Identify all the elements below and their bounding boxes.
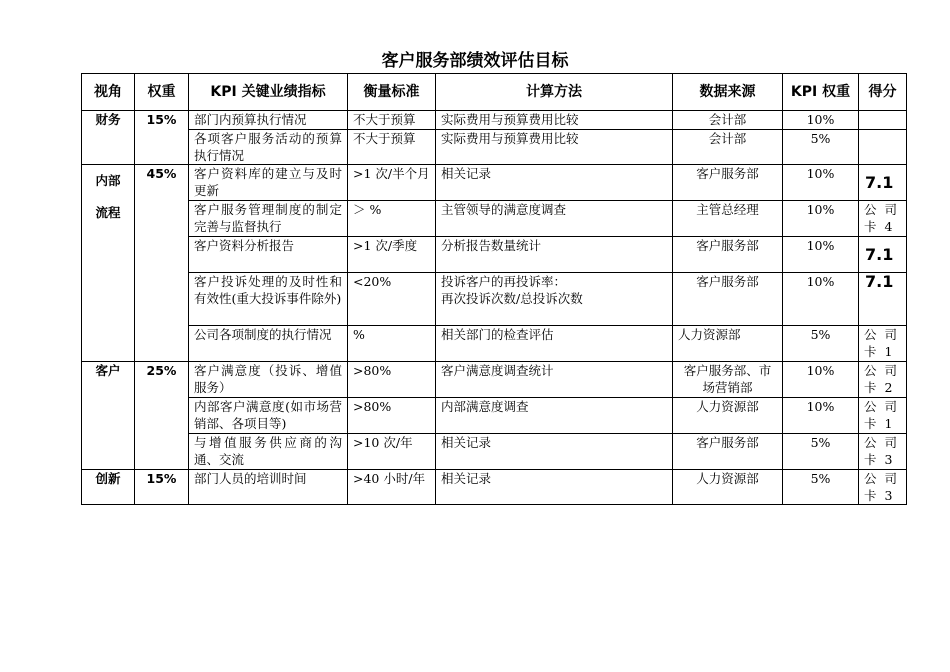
weight-cell: 15% <box>135 470 189 505</box>
method-line: 再次投诉次数/总投诉次数 <box>441 291 583 306</box>
score-cell: 7.1 <box>859 165 907 201</box>
score-cell <box>859 111 907 130</box>
weight-cell: 15% <box>135 111 189 165</box>
perspective-cell: 客户 <box>82 362 135 470</box>
header-method: 计算方法 <box>436 74 673 111</box>
kpi-weight-cell: 5% <box>783 434 859 470</box>
indicator-cell: 客户满意度（投诉、增值服务） <box>189 362 348 398</box>
method-cell: 分析报告数量统计 <box>436 237 673 273</box>
perspective-line: 流程 <box>95 205 121 220</box>
indicator-cell: 内部客户满意度(如市场营销部、各项目等) <box>189 398 348 434</box>
indicator-cell: 部门人员的培训时间 <box>189 470 348 505</box>
kpi-weight-cell: 5% <box>783 470 859 505</box>
kpi-weight-cell: 10% <box>783 237 859 273</box>
indicator-cell: 客户资料分析报告 <box>189 237 348 273</box>
header-kpi-indicator: KPI 关键业绩指标 <box>189 74 348 111</box>
header-perspective: 视角 <box>82 74 135 111</box>
score-cell: 公 司 卡 1 <box>859 326 907 362</box>
header-source: 数据来源 <box>673 74 783 111</box>
table-row <box>82 470 907 505</box>
table-row <box>82 165 907 201</box>
score-cell: 公 司 卡 4 <box>859 201 907 237</box>
standard-cell: >10 次/年 <box>348 434 436 470</box>
weight-cell: 45% <box>135 165 189 362</box>
source-cell: 客户服务部 <box>673 165 783 201</box>
method-cell: 相关记录 <box>436 470 673 505</box>
kpi-weight-cell: 10% <box>783 111 859 130</box>
table-row <box>82 130 907 165</box>
score-cell: 7.1 <box>859 237 907 273</box>
kpi-weight-cell: 10% <box>783 362 859 398</box>
kpi-weight-cell: 5% <box>783 326 859 362</box>
method-cell: 相关部门的检查评估 <box>436 326 673 362</box>
indicator-cell: 部门内预算执行情况 <box>189 111 348 130</box>
score-cell <box>859 130 907 165</box>
table-row <box>82 201 907 237</box>
standard-cell: >40 小时/年 <box>348 470 436 505</box>
method-cell: 实际费用与预算费用比较 <box>436 130 673 165</box>
source-cell: 客户服务部、市场营销部 <box>673 362 783 398</box>
table-row <box>82 326 907 362</box>
standard-cell: >80% <box>348 362 436 398</box>
table-row <box>82 237 907 273</box>
kpi-weight-cell: 10% <box>783 201 859 237</box>
method-cell: 主管领导的满意度调查 <box>436 201 673 237</box>
table-row <box>82 398 907 434</box>
indicator-cell: 客户服务管理制度的制定完善与监督执行 <box>189 201 348 237</box>
table-row <box>82 273 907 326</box>
perspective-cell: 创新 <box>82 470 135 505</box>
perspective-cell <box>82 165 135 362</box>
header-standard: 衡量标准 <box>348 74 436 111</box>
weight-cell: 25% <box>135 362 189 470</box>
method-cell: 实际费用与预算费用比较 <box>436 111 673 130</box>
method-cell: 客户满意度调查统计 <box>436 362 673 398</box>
kpi-weight-cell: 10% <box>783 398 859 434</box>
source-cell: 人力资源部 <box>673 398 783 434</box>
score-cell: 公 司 卡 1 <box>859 398 907 434</box>
standard-cell: % <box>348 326 436 362</box>
standard-cell: >1 次/季度 <box>348 237 436 273</box>
source-cell: 客户服务部 <box>673 434 783 470</box>
perspective-line: 内部 <box>95 173 121 188</box>
header-row <box>82 74 907 111</box>
table-row <box>82 111 907 130</box>
standard-cell: >80% <box>348 398 436 434</box>
score-cell: 公 司 卡 3 <box>859 470 907 505</box>
standard-cell: ＞ % <box>348 201 436 237</box>
method-cell: 相关记录 <box>436 165 673 201</box>
score-cell: 公 司 卡 2 <box>859 362 907 398</box>
indicator-cell: 与增值服务供应商的沟通、交流 <box>189 434 348 470</box>
source-cell: 客户服务部 <box>673 237 783 273</box>
header-kpi-weight: KPI 权重 <box>783 74 859 111</box>
indicator-cell: 客户资料库的建立与及时更新 <box>189 165 348 201</box>
score-cell: 7.1 <box>859 273 907 326</box>
table-row <box>82 434 907 470</box>
kpi-weight-cell: 10% <box>783 273 859 326</box>
method-cell <box>436 273 673 326</box>
source-cell: 会计部 <box>673 111 783 130</box>
header-weight: 权重 <box>135 74 189 111</box>
kpi-table <box>81 73 907 505</box>
source-cell: 客户服务部 <box>673 273 783 326</box>
indicator-cell: 各项客户服务活动的预算执行情况 <box>189 130 348 165</box>
header-score: 得分 <box>859 74 907 111</box>
standard-cell: >1 次/半个月 <box>348 165 436 201</box>
method-line: 投诉客户的再投诉率： <box>441 274 567 289</box>
kpi-weight-cell: 5% <box>783 130 859 165</box>
source-cell: 主管总经理 <box>673 201 783 237</box>
source-cell: 人力资源部 <box>673 326 783 362</box>
score-cell: 公 司 卡 3 <box>859 434 907 470</box>
page-title: 客户服务部绩效评估目标 <box>381 51 569 71</box>
method-cell: 内部满意度调查 <box>436 398 673 434</box>
method-cell: 相关记录 <box>436 434 673 470</box>
kpi-weight-cell: 10% <box>783 165 859 201</box>
source-cell: 人力资源部 <box>673 470 783 505</box>
standard-cell: 不大于预算 <box>348 130 436 165</box>
indicator-cell: 公司各项制度的执行情况 <box>189 326 348 362</box>
standard-cell: 不大于预算 <box>348 111 436 130</box>
source-cell: 会计部 <box>673 130 783 165</box>
table-row <box>82 362 907 398</box>
perspective-cell: 财务 <box>82 111 135 165</box>
standard-cell: <20% <box>348 273 436 326</box>
indicator-cell: 客户投诉处理的及时性和有效性(重大投诉事件除外) <box>189 273 348 326</box>
